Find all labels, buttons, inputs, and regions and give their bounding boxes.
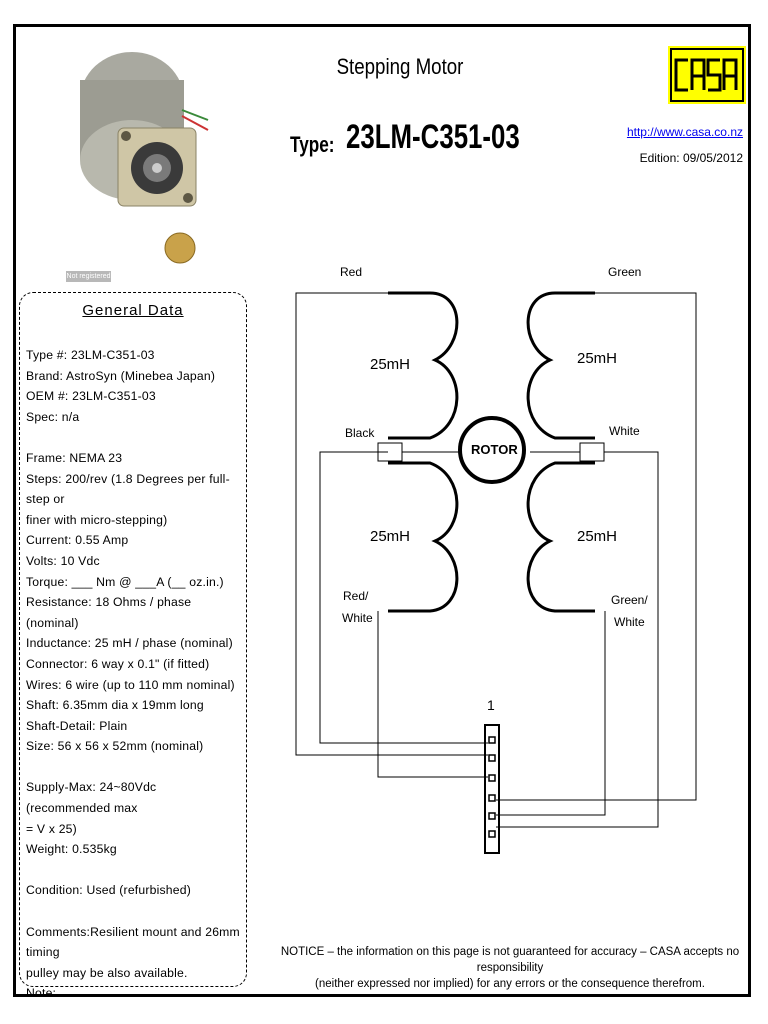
website-link[interactable]: http://www.casa.co.nz: [626, 125, 743, 139]
general-data-line: Brand: AstroSyn (Minebea Japan): [26, 368, 216, 383]
general-data-line: Connector: 6 way x 0.1" (if fitted): [26, 656, 210, 671]
general-data-line: Supply-Max: 24~80Vdc (recommended max: [26, 780, 157, 816]
type-label: Type:: [290, 132, 335, 157]
wire-label-red-white-1: Red/: [343, 589, 369, 603]
wire-label-green-white-2: White: [614, 615, 645, 629]
coil-bottom-right-inductance: 25mH: [577, 528, 618, 545]
general-data-line: Comments:Resilient mount and 26mm timing: [26, 924, 240, 960]
general-data-line: Steps: 200/rev (1.8 Degrees per full-step or: [26, 471, 230, 507]
wire-label-red-white-2: White: [342, 611, 373, 625]
coil-bottom-left-inductance: 25mH: [370, 528, 411, 545]
general-data-line: Spec: n/a: [26, 409, 80, 424]
page-title: Stepping Motor: [336, 54, 464, 79]
general-data-line: finer with micro-stepping): [26, 512, 168, 527]
general-data-line: Size: 56 x 56 x 52mm (nominal): [26, 739, 204, 754]
edition-date: Edition: 09/05/2012: [639, 151, 743, 165]
general-data-line: [26, 427, 244, 448]
general-data-line: Note:: [26, 986, 57, 1001]
general-data-line: Volts: 10 Vdc: [26, 553, 100, 568]
wire-label-green: Green: [608, 265, 642, 279]
notice-line-1: NOTICE – the information on this page is not guaranteed for accuracy – CASA accepts no responsibility: [280, 946, 740, 974]
general-data-line: Weight: 0.535kg: [26, 842, 117, 857]
wire-label-red: Red: [340, 265, 363, 279]
motor-photo: [60, 40, 210, 270]
general-data-line: Condition: Used (refurbished): [26, 883, 191, 898]
general-data-line: Inductance: 25 mH / phase (nominal): [26, 636, 233, 651]
casa-logo: [668, 46, 746, 104]
general-data-line: [26, 901, 244, 922]
coil-top-right-inductance: 25mH: [577, 350, 618, 367]
connector-pin-1-label: 1: [487, 697, 495, 713]
photo-tag: Not registered: [66, 273, 111, 280]
wire-label-black: Black: [345, 426, 375, 440]
type-value: 23LM-C351-03: [346, 118, 520, 156]
general-data-line: Type #: 23LM-C351-03: [26, 348, 155, 362]
general-data-line: Shaft-Detail: Plain: [26, 718, 128, 733]
general-data-line: Resistance: 18 Ohms / phase (nominal): [26, 595, 192, 630]
notice-line-2: (neither expressed nor implied) for any errors or the consequence therefrom.: [315, 978, 705, 990]
general-data-line: OEM #: 23LM-C351-03: [26, 389, 156, 404]
coil-top-left-inductance: 25mH: [370, 356, 411, 373]
wiring-diagram: [280, 255, 730, 855]
general-data-line: Current: 0.55 Amp: [26, 533, 129, 548]
general-data-box: [19, 292, 247, 1001]
general-data-line: pulley may be also available.: [26, 965, 188, 980]
notice: [270, 944, 750, 992]
general-data-line: = V x 25): [26, 821, 77, 836]
general-data-title: General Data: [82, 302, 184, 319]
general-data-line: Shaft: 6.35mm dia x 19mm long: [26, 698, 204, 713]
general-data-line: Wires: 6 wire (up to 110 mm nominal): [26, 677, 235, 692]
general-data-line: Frame: NEMA 23: [26, 450, 123, 465]
general-data-line: Torque: ___ Nm @ ___A (__ oz.in.): [26, 574, 224, 589]
general-data-line: [26, 860, 244, 881]
wire-label-green-white-1: Green/: [611, 593, 648, 607]
general-data-line: [26, 757, 244, 778]
rotor-label: ROTOR: [471, 442, 518, 457]
general-data-list: [26, 345, 244, 1004]
wire-label-white: White: [609, 424, 640, 438]
